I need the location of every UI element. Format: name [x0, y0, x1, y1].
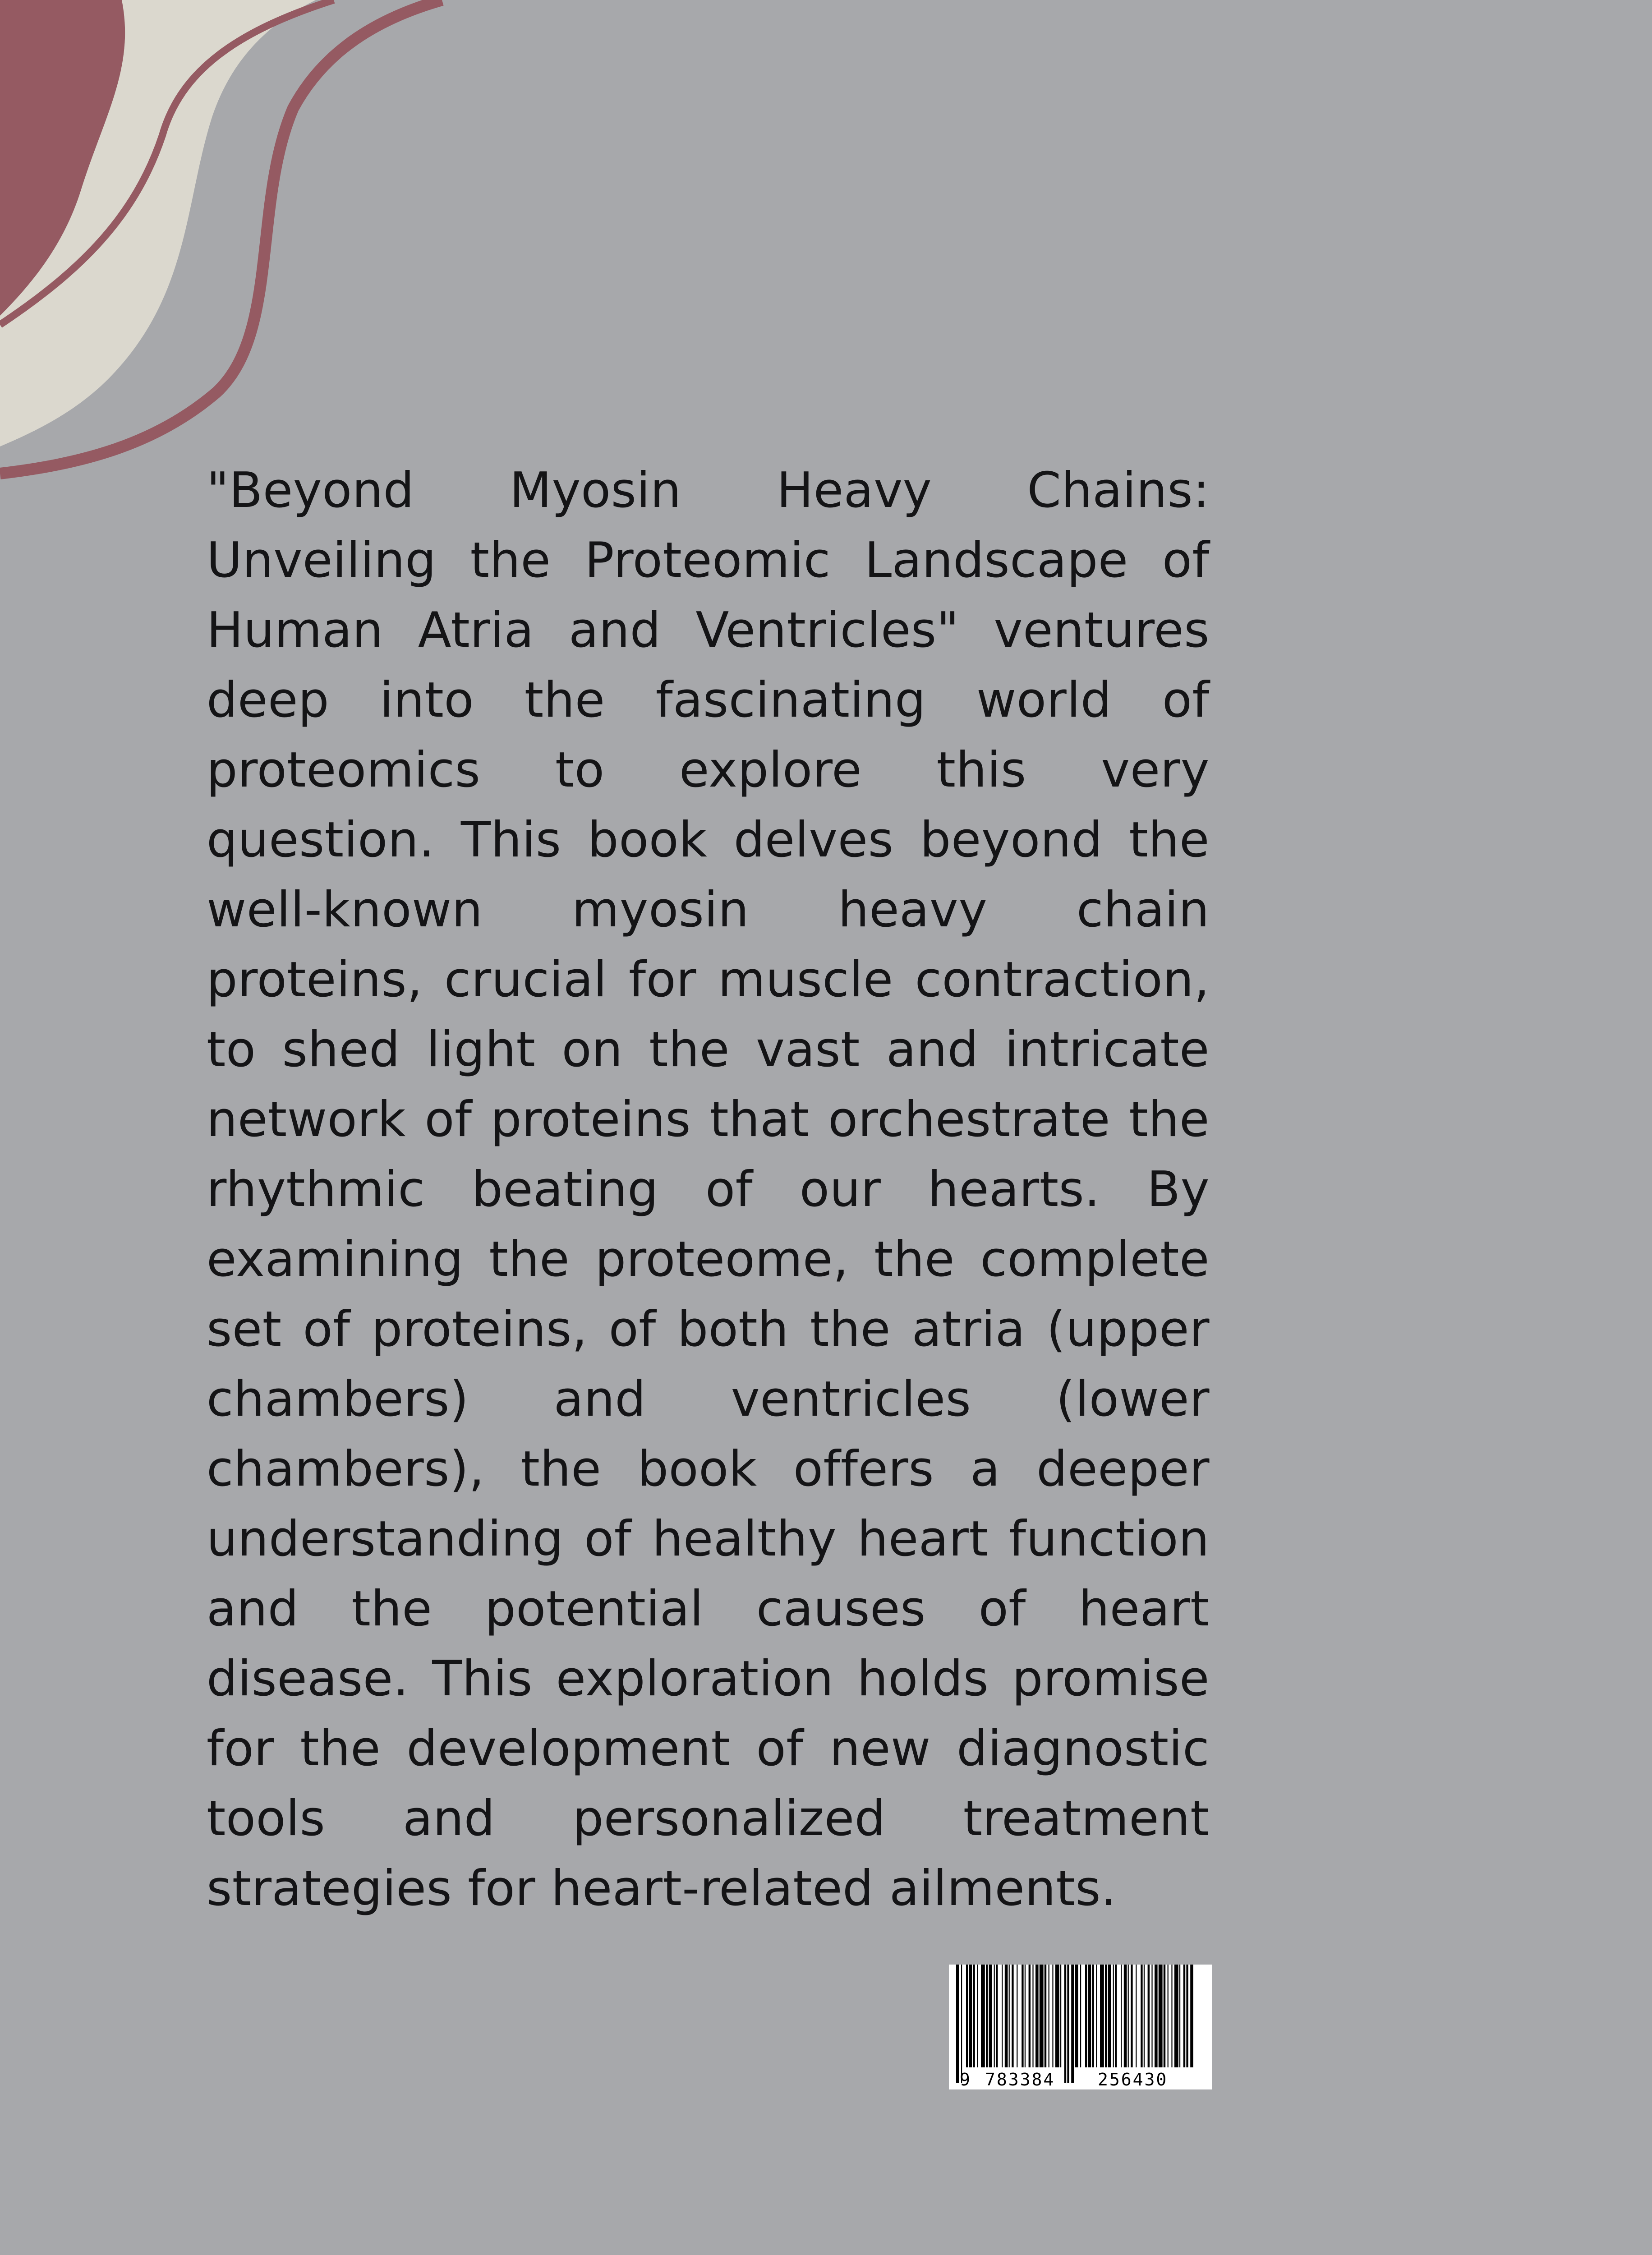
- barcode-bar: [1105, 1965, 1107, 2067]
- barcode-bar: [1159, 1965, 1163, 2067]
- barcode-bar: [1075, 1965, 1078, 2067]
- barcode-bar: [1190, 1965, 1193, 2067]
- barcode-bar: [956, 1965, 959, 2083]
- barcode-bar: [966, 1965, 968, 2067]
- barcode-bar: [977, 1965, 978, 2067]
- barcode-bar: [1040, 1965, 1044, 2067]
- barcode-bar: [1032, 1965, 1033, 2067]
- barcode-bar: [1128, 1965, 1129, 2067]
- barcode-graphic: [949, 1965, 1212, 2089]
- barcode-bar: [1060, 1965, 1061, 2067]
- barcode-bar: [1100, 1965, 1104, 2067]
- barcode-bar: [1179, 1965, 1180, 2067]
- barcode-bar: [994, 1965, 995, 2067]
- barcode-bar: [986, 1965, 988, 2067]
- barcode-bar: [1035, 1965, 1039, 2067]
- barcode-bar: [981, 1965, 985, 2067]
- barcode-bar: [1148, 1965, 1150, 2067]
- barcode-bar: [1092, 1965, 1094, 2067]
- barcode-bar: [1141, 1965, 1142, 2067]
- barcode-bar: [1045, 1965, 1046, 2067]
- barcode-bar: [1002, 1965, 1003, 2067]
- barcode-bar: [1067, 1965, 1069, 2083]
- barcode-bar: [1121, 1965, 1122, 2067]
- barcode-bar: [1115, 1965, 1117, 2067]
- barcode-bar: [1064, 1965, 1066, 2083]
- barcode-bar: [1005, 1965, 1008, 2067]
- barcode-bar: [1151, 1965, 1152, 2067]
- barcode-bar: [1022, 1965, 1023, 2067]
- barcode-bar: [1174, 1965, 1178, 2067]
- barcode-bar: [1171, 1965, 1172, 2067]
- isbn-barcode: [949, 1965, 1212, 2089]
- barcode-bar: [1071, 1965, 1074, 2083]
- barcode-bar: [1055, 1965, 1059, 2067]
- barcode-bar: [1052, 1965, 1053, 2067]
- barcode-bar: [1108, 1965, 1111, 2067]
- barcode-bar: [1164, 1965, 1165, 2067]
- barcode-bar: [1025, 1965, 1026, 2067]
- barcode-bar: [1144, 1965, 1145, 2067]
- barcode-bar: [969, 1965, 972, 2067]
- barcode-bar: [1124, 1965, 1127, 2067]
- barcode-bar: [1136, 1965, 1137, 2067]
- barcode-bar: [1009, 1965, 1010, 2067]
- barcode-bar: [973, 1965, 975, 2067]
- barcode-bar: [1085, 1965, 1087, 2067]
- barcode-bar: [996, 1965, 998, 2067]
- barcode-bar: [1186, 1965, 1188, 2067]
- barcode-bar: [989, 1965, 992, 2067]
- barcode-digits-left: 783384: [985, 2070, 1055, 2089]
- barcode-bar: [961, 1965, 962, 2083]
- barcode-bar: [1012, 1965, 1013, 2067]
- barcode-bar: [1168, 1965, 1169, 2067]
- barcode-bar: [1029, 1965, 1031, 2067]
- barcode-bar: [1113, 1965, 1114, 2067]
- barcode-bar: [1155, 1965, 1158, 2067]
- barcode-bar: [1131, 1965, 1132, 2067]
- barcode-bar: [1080, 1965, 1081, 2067]
- barcode-bar: [1096, 1965, 1097, 2067]
- decorative-wave-graphic: [0, 0, 451, 496]
- barcode-digits-right: 256430: [1098, 2070, 1168, 2089]
- back-cover-blurb: "Beyond Myosin Heavy Chains: Unveiling the Proteomic Landscape of Human Atria and Ventricles" ventures deep into the fascinating world of proteomics to explore this very question. This book delves beyond the well-known myosin heavy chain proteins, crucial for muscle contraction, to shed light on the vast and intricate network of proteins that orchestrate the rhythmic beating of our hearts. By examining the proteome, the complete set of proteins, of both the atria (upper chambers) and ventricles (lower chambers), the book offers a deeper understanding of healthy heart function and the potential causes of heart disease. This exploration holds promise for the development of new diagnostic tools and personalized treatment strategies for heart-related ailments.: [207, 462, 1210, 1917]
- barcode-bar: [1088, 1965, 1091, 2067]
- barcode-bar: [1183, 1965, 1185, 2067]
- barcode-digit-first: 9: [960, 2070, 970, 2089]
